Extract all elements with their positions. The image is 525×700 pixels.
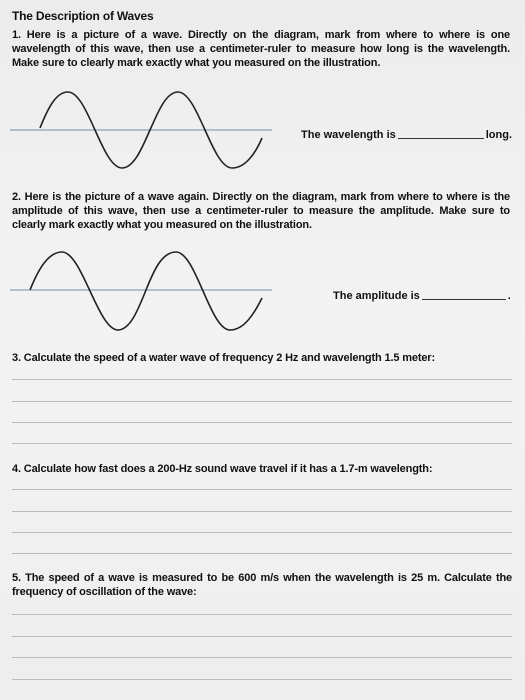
answer-line-5c[interactable] [12,657,512,658]
wavelength-blank[interactable] [398,137,484,139]
answer-line-5a[interactable] [12,614,512,615]
question-1-text: 1. Here is a picture of a wave. Directly on the diagram, mark from where to where is one wavelength of this wave, then use a centimeter-ruler to measure how long is the wavelength. Make sure to clearly mark exactly what you measured on the illustration. [12,29,510,69]
amplitude-answer [333,290,511,302]
question-3-text: 3. Calculate the speed of a water wave of frequency 2 Hz and wavelength 1.5 meter: [12,352,435,364]
answer-line-3b[interactable] [12,401,512,402]
amplitude-blank[interactable] [422,298,506,300]
wave-2-curve [30,252,262,330]
question-5-text: 5. The speed of a wave is measured to be 600 m/s when the wavelength is 25 m. Calculate the frequency of oscillation of the wave: [12,572,512,598]
amplitude-period: . [507,290,511,302]
wavelength-unit: long. [485,129,513,141]
wavelength-label: The wavelength is [301,129,396,141]
amplitude-label: The amplitude is [333,290,420,302]
answer-line-4b[interactable] [12,511,512,512]
answer-line-5b[interactable] [12,636,512,637]
wave-diagram-1 [10,86,272,176]
answer-line-5d[interactable] [12,679,512,680]
answer-line-3c[interactable] [12,422,512,423]
answer-line-4a[interactable] [12,489,512,490]
answer-line-3d[interactable] [12,443,512,444]
answer-line-4d[interactable] [12,553,512,554]
question-2-text: 2. Here is the picture of a wave again. Directly on the diagram, mark from where to where is the amplitude of this wave, then use a centimeter-ruler to measure the amplitude. Make sure to clearly mark exactly what you measured on the illustration. [12,191,510,231]
answer-line-3a[interactable] [12,379,512,380]
worksheet-title: The Description of Waves [12,9,154,23]
question-4-text: 4. Calculate how fast does a 200-Hz sound wave travel if it has a 1.7-m wavelength: [12,463,433,475]
wavelength-answer [301,129,512,141]
answer-line-4c[interactable] [12,532,512,533]
wave-diagram-2 [10,246,272,336]
